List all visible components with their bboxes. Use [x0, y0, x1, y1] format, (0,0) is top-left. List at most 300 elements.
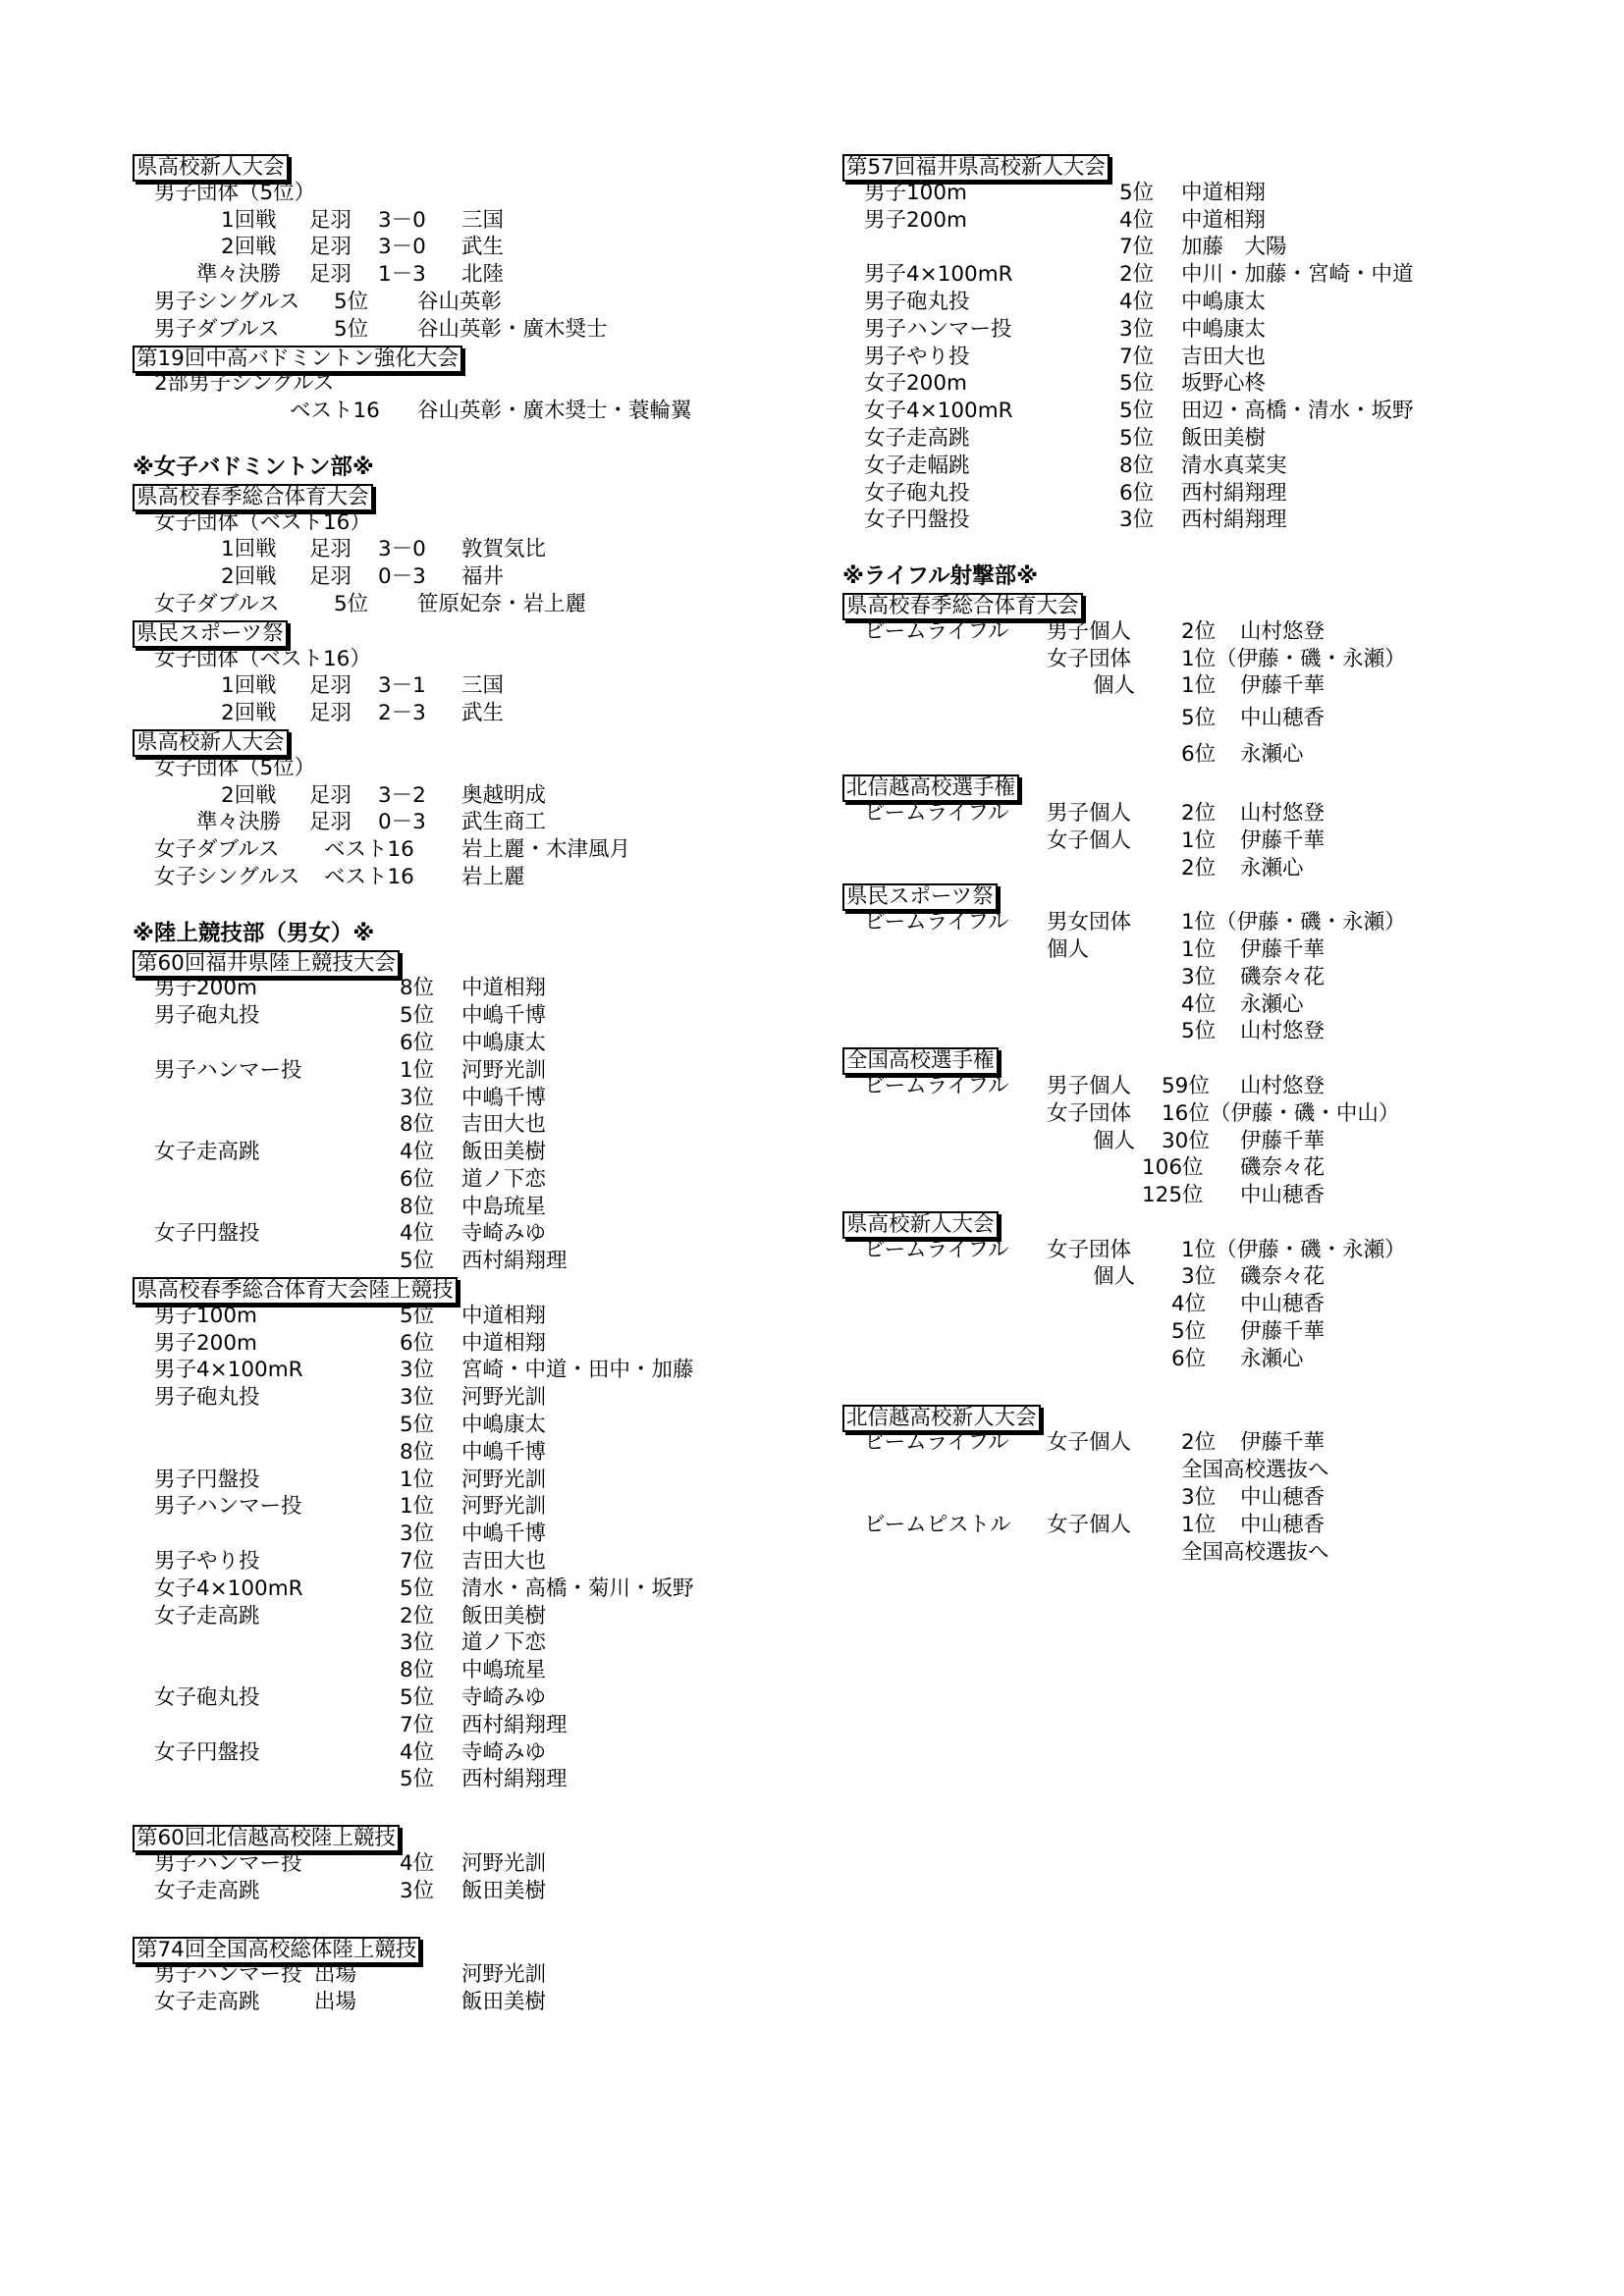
result-cell: 敦賀気比 — [461, 537, 547, 562]
spacer — [133, 425, 761, 454]
result-cell: 中嶋千博 — [461, 1439, 547, 1465]
result-cell: 3位 — [400, 1358, 435, 1383]
result-cell: 中道相翔 — [461, 1330, 547, 1356]
result-row — [133, 1248, 761, 1275]
result-cell: 1位 — [400, 1467, 435, 1492]
result-row — [133, 1989, 761, 2016]
result-cell: 7位 — [400, 1549, 435, 1575]
result-row — [133, 1657, 761, 1684]
result-cell: 1位 — [1181, 936, 1217, 962]
result-cell: 2位 — [400, 1603, 435, 1629]
result-cell: 吉田大也 — [461, 1549, 547, 1575]
result-cell: 個人 — [1093, 1264, 1136, 1290]
result-cell: 5位 — [1119, 371, 1155, 397]
result-row — [133, 1684, 761, 1712]
result-cell: 伊藤千華 — [1240, 673, 1326, 699]
result-cell: 男子100m — [154, 1303, 257, 1328]
result-cell: 清水真菜実 — [1181, 453, 1287, 478]
result-cell: 2－3 — [378, 701, 426, 726]
result-row — [133, 782, 761, 810]
result-cell: 河野光訓 — [461, 1057, 547, 1083]
result-cell: 6位 — [400, 1330, 435, 1356]
event-header: 県高校新人大会 — [133, 154, 289, 182]
result-cell: 7位 — [1119, 235, 1155, 260]
result-cell: 女子200m — [864, 371, 967, 397]
event-header-line — [842, 152, 1530, 180]
result-row — [133, 1139, 761, 1166]
result-row — [133, 1194, 761, 1221]
result-cell: 5位 — [400, 1575, 435, 1601]
event-header-line — [133, 727, 761, 755]
result-cell: 西村絹翔理 — [1181, 507, 1287, 533]
result-cell: 3－0 — [378, 207, 426, 233]
right-column — [842, 152, 1530, 1566]
result-row — [133, 864, 761, 891]
result-row — [133, 646, 761, 673]
result-row — [842, 1484, 1530, 1512]
result-cell: 谷山英彰 — [417, 289, 503, 314]
result-cell: 道ノ下恋 — [461, 1166, 547, 1192]
result-cell: 女子団体 — [1047, 1237, 1132, 1262]
section-title-line — [842, 563, 1530, 591]
result-row — [133, 1220, 761, 1248]
result-cell: 8位 — [1119, 453, 1155, 478]
result-cell: 男子団体（5位） — [154, 180, 316, 205]
result-cell: 3－2 — [378, 782, 426, 808]
result-cell: 5位 — [1181, 1019, 1217, 1044]
result-row — [133, 509, 761, 537]
result-cell: 足羽 — [309, 701, 352, 726]
result-row — [133, 1575, 761, 1603]
result-cell: 5位 — [400, 1303, 435, 1328]
result-cell: 中嶋千博 — [461, 1003, 547, 1029]
result-cell: 飯田美樹 — [461, 1603, 547, 1629]
result-row — [842, 828, 1530, 855]
result-row — [133, 316, 761, 344]
event-header: 第60回福井県陸上競技大会 — [133, 950, 400, 978]
result-cell: 0－3 — [378, 564, 426, 590]
result-row — [842, 1128, 1530, 1155]
result-cell: 男子ハンマー投 — [154, 1494, 302, 1520]
result-cell: 男子100m — [864, 180, 967, 205]
result-cell: 女子走幅跳 — [864, 453, 970, 478]
result-cell: 4位 — [1119, 289, 1155, 314]
result-row — [133, 1850, 761, 1878]
result-row — [133, 1493, 761, 1521]
result-row — [842, 425, 1530, 453]
event-header: 第57回福井県高校新人大会 — [842, 154, 1110, 182]
result-cell: 5位 — [1181, 706, 1217, 731]
result-row — [133, 180, 761, 207]
result-cell: 伊藤千華 — [1240, 1430, 1326, 1456]
event-header-line — [842, 1209, 1530, 1237]
result-row — [133, 1603, 761, 1630]
result-cell: 全国高校選抜へ — [1181, 1539, 1329, 1565]
result-row — [133, 1330, 761, 1358]
result-cell: 吉田大也 — [461, 1112, 547, 1138]
result-cell: 笹原妃奈・岩上麗 — [417, 591, 587, 616]
result-cell: 伊藤千華 — [1240, 828, 1326, 853]
result-row — [842, 1346, 1530, 1373]
result-cell: 中道相翔 — [461, 976, 547, 1001]
result-cell: 3位 — [1181, 1264, 1217, 1290]
result-cell: 59位 — [1162, 1073, 1210, 1098]
result-row — [133, 234, 761, 261]
result-cell: 6位 — [1181, 742, 1217, 768]
result-cell: 中嶋千博 — [461, 1085, 547, 1110]
result-row — [133, 1030, 761, 1057]
result-cell: 中嶋琉星 — [461, 1658, 547, 1683]
result-cell: 3位 — [400, 1630, 435, 1656]
result-cell: 中島琉星 — [461, 1194, 547, 1219]
result-cell: 西村絹翔理 — [461, 1712, 568, 1737]
result-cell: 足羽 — [309, 207, 352, 233]
result-cell: 3位 — [400, 1385, 435, 1411]
result-cell: 男子200m — [154, 976, 257, 1001]
spacer — [133, 891, 761, 921]
event-header: 県高校新人大会 — [133, 729, 289, 757]
result-cell: 5位 — [334, 289, 369, 314]
result-cell: 16位（伊藤・磯・中山） — [1162, 1100, 1400, 1126]
result-cell: 谷山英彰・廣木奨士 — [417, 316, 608, 342]
section-title-line — [133, 921, 761, 948]
result-cell: 道ノ下恋 — [461, 1630, 547, 1656]
event-header: 第60回北信越高校陸上競技 — [133, 1825, 400, 1852]
event-header-line — [133, 1823, 761, 1850]
result-cell: 足羽 — [309, 537, 352, 562]
result-cell: 4位 — [1171, 1292, 1207, 1317]
result-row — [133, 1521, 761, 1548]
section-title: ※陸上競技部（男女）※ — [133, 920, 375, 946]
result-cell: 3－1 — [378, 673, 426, 699]
result-cell: 女子走高跳 — [154, 1140, 260, 1165]
section-title: ※ライフル射撃部※ — [842, 563, 1038, 590]
result-cell: 田辺・高橋・清水・坂野 — [1181, 399, 1414, 424]
spacer — [842, 1373, 1530, 1403]
result-cell: 1位 — [1181, 1512, 1217, 1537]
result-row — [842, 1073, 1530, 1100]
result-cell: 8位 — [400, 1658, 435, 1683]
result-row — [842, 480, 1530, 507]
result-cell: 飯田美樹 — [461, 1878, 547, 1903]
result-cell: 河野光訓 — [461, 1467, 547, 1492]
result-cell: 男子やり投 — [154, 1549, 260, 1575]
result-cell: 山村悠登 — [1240, 1073, 1326, 1098]
result-cell: 坂野心柊 — [1181, 371, 1267, 397]
spacer — [133, 1793, 761, 1823]
result-cell: 伊藤千華 — [1240, 936, 1326, 962]
result-cell: 女子円盤投 — [864, 507, 970, 533]
result-cell: 男子やり投 — [864, 344, 970, 369]
spacer — [133, 1905, 761, 1935]
result-cell: 5位 — [1171, 1319, 1207, 1345]
result-cell: ベスト16 — [324, 837, 414, 863]
result-cell: 西村絹翔理 — [461, 1249, 568, 1274]
result-cell: 2回戦 — [221, 701, 277, 726]
result-cell: 女子走高跳 — [154, 1990, 260, 2015]
result-row — [842, 234, 1530, 261]
result-cell: 岩上麗・木津風月 — [461, 837, 631, 863]
result-cell: ビームライフル — [864, 618, 1009, 644]
result-cell: 4位 — [400, 1739, 435, 1765]
result-cell: 2位 — [1181, 618, 1217, 644]
result-cell: 2回戦 — [221, 235, 277, 260]
result-cell: 中山穂香 — [1240, 1485, 1326, 1511]
result-cell: 出場 — [314, 1990, 357, 2015]
result-cell: 2位 — [1181, 855, 1217, 881]
result-cell: 女子個人 — [1047, 1430, 1132, 1456]
result-row — [842, 1457, 1530, 1484]
result-row — [842, 1539, 1530, 1567]
result-cell: 女子円盤投 — [154, 1739, 260, 1765]
result-cell: 1位 — [400, 1057, 435, 1083]
event-header-line — [133, 1935, 761, 1962]
result-cell: 2回戦 — [221, 782, 277, 808]
result-cell: 5位 — [400, 1767, 435, 1792]
result-cell: 永瀬心 — [1240, 855, 1304, 881]
result-cell: 0－3 — [378, 810, 426, 835]
result-cell: 中嶋康太 — [1181, 316, 1267, 342]
result-row — [133, 207, 761, 235]
result-cell: 中道相翔 — [461, 1303, 547, 1328]
result-cell: 女子個人 — [1047, 1512, 1132, 1537]
result-cell: 男子シングルス — [154, 289, 300, 314]
result-cell: 男子ハンマー投 — [154, 1851, 302, 1877]
result-cell: ビームライフル — [864, 1073, 1009, 1098]
result-cell: 足羽 — [309, 564, 352, 590]
result-row — [842, 1100, 1530, 1128]
result-cell: 中道相翔 — [1181, 207, 1267, 233]
event-header: 北信越高校新人大会 — [842, 1405, 1041, 1432]
event-header: 県高校春季総合体育大会陸上競技 — [133, 1277, 458, 1305]
result-row — [842, 618, 1530, 646]
result-cell: 男子4×100mR — [864, 262, 1013, 288]
result-row — [133, 975, 761, 1002]
result-cell: 足羽 — [309, 782, 352, 808]
result-cell: 1位 — [1181, 828, 1217, 853]
result-cell: 福井 — [461, 564, 505, 590]
result-cell: 125位 — [1142, 1183, 1204, 1208]
result-cell: 7位 — [1119, 344, 1155, 369]
result-row — [133, 1548, 761, 1575]
result-cell: 中山穂香 — [1240, 1292, 1326, 1317]
event-header: 第19回中高バドミントン強化大会 — [133, 346, 462, 373]
result-cell: 足羽 — [309, 262, 352, 288]
result-row — [133, 591, 761, 618]
result-cell: 武生 — [461, 235, 505, 260]
result-cell: 5位 — [400, 1249, 435, 1274]
result-cell: 4位 — [1181, 991, 1217, 1017]
result-cell: 武生商工 — [461, 810, 547, 835]
event-header-line — [133, 152, 761, 180]
result-cell: 5位 — [400, 1685, 435, 1711]
result-row — [133, 261, 761, 289]
result-cell: 清水・高橋・菊川・坂野 — [461, 1575, 694, 1601]
result-cell: 女子ダブルス — [154, 837, 280, 863]
result-cell: 1位（伊藤・磯・永瀬） — [1181, 1237, 1406, 1262]
result-cell: 個人 — [1047, 936, 1090, 962]
result-cell: 2位 — [1119, 262, 1155, 288]
result-row — [842, 1429, 1530, 1457]
result-cell: 伊藤千華 — [1240, 1319, 1326, 1345]
result-cell: 個人 — [1093, 673, 1136, 699]
event-header-line — [133, 1275, 761, 1303]
result-cell: 中山穂香 — [1240, 706, 1326, 731]
result-row — [133, 1439, 761, 1467]
result-cell: 山村悠登 — [1240, 800, 1326, 826]
event-header-line — [133, 948, 761, 976]
result-row — [842, 261, 1530, 289]
result-row — [842, 180, 1530, 207]
result-cell: 1位（伊藤・磯・永瀬） — [1181, 646, 1406, 671]
result-row — [133, 1412, 761, 1439]
result-cell: 武生 — [461, 701, 505, 726]
result-cell: 中道相翔 — [1181, 180, 1267, 205]
result-row — [133, 809, 761, 836]
result-cell: 永瀬心 — [1240, 1346, 1304, 1371]
result-cell: ビームライフル — [864, 1237, 1009, 1262]
result-cell: 永瀬心 — [1240, 991, 1304, 1017]
result-cell: 河野光訓 — [461, 1851, 547, 1877]
result-row — [133, 398, 761, 425]
result-row — [842, 1263, 1530, 1291]
result-cell: 飯田美樹 — [1181, 425, 1267, 451]
result-row — [133, 836, 761, 864]
result-cell: 女子走高跳 — [864, 425, 970, 451]
result-row — [133, 1739, 761, 1767]
event-header: 第74回全国高校総体陸上競技 — [133, 1937, 420, 1964]
result-cell: 西村絹翔理 — [461, 1767, 568, 1792]
result-cell: 中川・加藤・宮崎・中道 — [1181, 262, 1414, 288]
result-row — [842, 1512, 1530, 1539]
result-cell: 寺崎みゆ — [461, 1685, 547, 1711]
result-cell: 5位 — [334, 316, 369, 342]
result-row — [133, 1629, 761, 1657]
result-cell: 磯奈々花 — [1240, 1155, 1326, 1181]
event-header: 県高校春季総合体育大会 — [842, 593, 1083, 620]
event-header-line — [842, 773, 1530, 800]
result-cell: 4位 — [400, 1140, 435, 1165]
result-cell: 河野光訓 — [461, 1385, 547, 1411]
result-cell: 女子個人 — [1047, 828, 1132, 853]
result-cell: 3－0 — [378, 235, 426, 260]
result-row — [842, 289, 1530, 316]
result-cell: 谷山英彰・廣木奨士・蓑輪翼 — [417, 399, 692, 424]
result-cell: 出場 — [314, 1962, 357, 1988]
result-row — [842, 1182, 1530, 1209]
result-cell: 北陸 — [461, 262, 505, 288]
result-cell: 2位 — [1181, 800, 1217, 826]
result-cell: 5位 — [1119, 399, 1155, 424]
result-row — [842, 1154, 1530, 1182]
result-cell: 女子団体 — [1047, 646, 1132, 671]
result-row — [133, 289, 761, 316]
result-cell: 男子200m — [864, 207, 967, 233]
result-cell: 5位 — [400, 1413, 435, 1438]
result-cell: ベスト16 — [290, 399, 380, 424]
result-row — [842, 964, 1530, 991]
event-header-line — [842, 1045, 1530, 1073]
result-cell: 足羽 — [309, 810, 352, 835]
left-column — [133, 152, 761, 2016]
result-cell: 男子4×100mR — [154, 1358, 303, 1383]
result-cell: 中嶋康太 — [461, 1413, 547, 1438]
result-cell: 2回戦 — [221, 564, 277, 590]
result-cell: 4位 — [400, 1851, 435, 1877]
event-header: 県高校春季総合体育大会 — [133, 484, 373, 511]
event-header: 県民スポーツ祭 — [133, 620, 288, 648]
result-cell: 加藤 大陽 — [1181, 235, 1287, 260]
result-cell: 1－3 — [378, 262, 426, 288]
result-cell: 1位（伊藤・磯・永瀬） — [1181, 910, 1406, 935]
result-cell: 飯田美樹 — [461, 1140, 547, 1165]
result-cell: 寺崎みゆ — [461, 1221, 547, 1247]
result-row — [842, 1318, 1530, 1346]
result-cell: 男子個人 — [1047, 800, 1132, 826]
result-cell: 5位 — [1119, 180, 1155, 205]
event-header-line — [842, 881, 1530, 909]
result-cell: 男子砲丸投 — [154, 1385, 260, 1411]
result-cell: 準々決勝 — [196, 262, 282, 288]
event-header-line — [842, 1403, 1530, 1430]
result-row — [133, 1111, 761, 1139]
result-cell: 男子砲丸投 — [154, 1003, 260, 1029]
result-cell: 男子ハンマー投 — [154, 1057, 302, 1083]
result-cell: 8位 — [400, 1112, 435, 1138]
result-cell: 女子シングルス — [154, 864, 300, 889]
result-cell: 1回戦 — [221, 673, 277, 699]
result-cell: 8位 — [400, 1194, 435, 1219]
result-cell: ビームライフル — [864, 800, 1009, 826]
result-cell: 女子走高跳 — [154, 1878, 260, 1903]
result-cell: 中嶋千博 — [461, 1522, 547, 1547]
result-cell: 5位 — [400, 1003, 435, 1029]
result-cell: 4位 — [400, 1221, 435, 1247]
result-cell: 3位 — [1119, 507, 1155, 533]
result-cell: 1回戦 — [221, 537, 277, 562]
result-row — [842, 344, 1530, 371]
result-cell: 3位 — [1181, 1485, 1217, 1511]
result-row — [133, 755, 761, 782]
result-cell: 山村悠登 — [1240, 618, 1326, 644]
result-row — [133, 536, 761, 563]
result-cell: 中嶋康太 — [1181, 289, 1267, 314]
event-header: 北信越高校選手権 — [842, 774, 1019, 802]
result-cell: 三国 — [461, 207, 505, 233]
result-cell: 全国高校選抜へ — [1181, 1458, 1329, 1483]
result-cell: 6位 — [400, 1030, 435, 1055]
result-row — [842, 991, 1530, 1019]
result-cell: 3位 — [1181, 964, 1217, 989]
result-cell: 1位 — [1181, 673, 1217, 699]
result-cell: 女子団体（ベスト16） — [154, 509, 371, 535]
result-cell: 3位 — [400, 1878, 435, 1903]
result-cell: 女子砲丸投 — [154, 1685, 260, 1711]
result-cell: 男子個人 — [1047, 1073, 1132, 1098]
result-cell: 5位 — [1119, 425, 1155, 451]
event-header-line — [133, 482, 761, 509]
result-cell: 西村絹翔理 — [1181, 480, 1287, 506]
result-cell: 奥越明成 — [461, 782, 547, 808]
result-cell: 女子走高跳 — [154, 1603, 260, 1629]
result-cell: ビームピストル — [864, 1512, 1011, 1537]
event-header-line — [133, 618, 761, 646]
result-row — [133, 1384, 761, 1412]
result-cell: 女子ダブルス — [154, 591, 280, 616]
result-cell: 河野光訓 — [461, 1494, 547, 1520]
result-row — [133, 672, 761, 700]
result-cell: 3位 — [1119, 316, 1155, 342]
